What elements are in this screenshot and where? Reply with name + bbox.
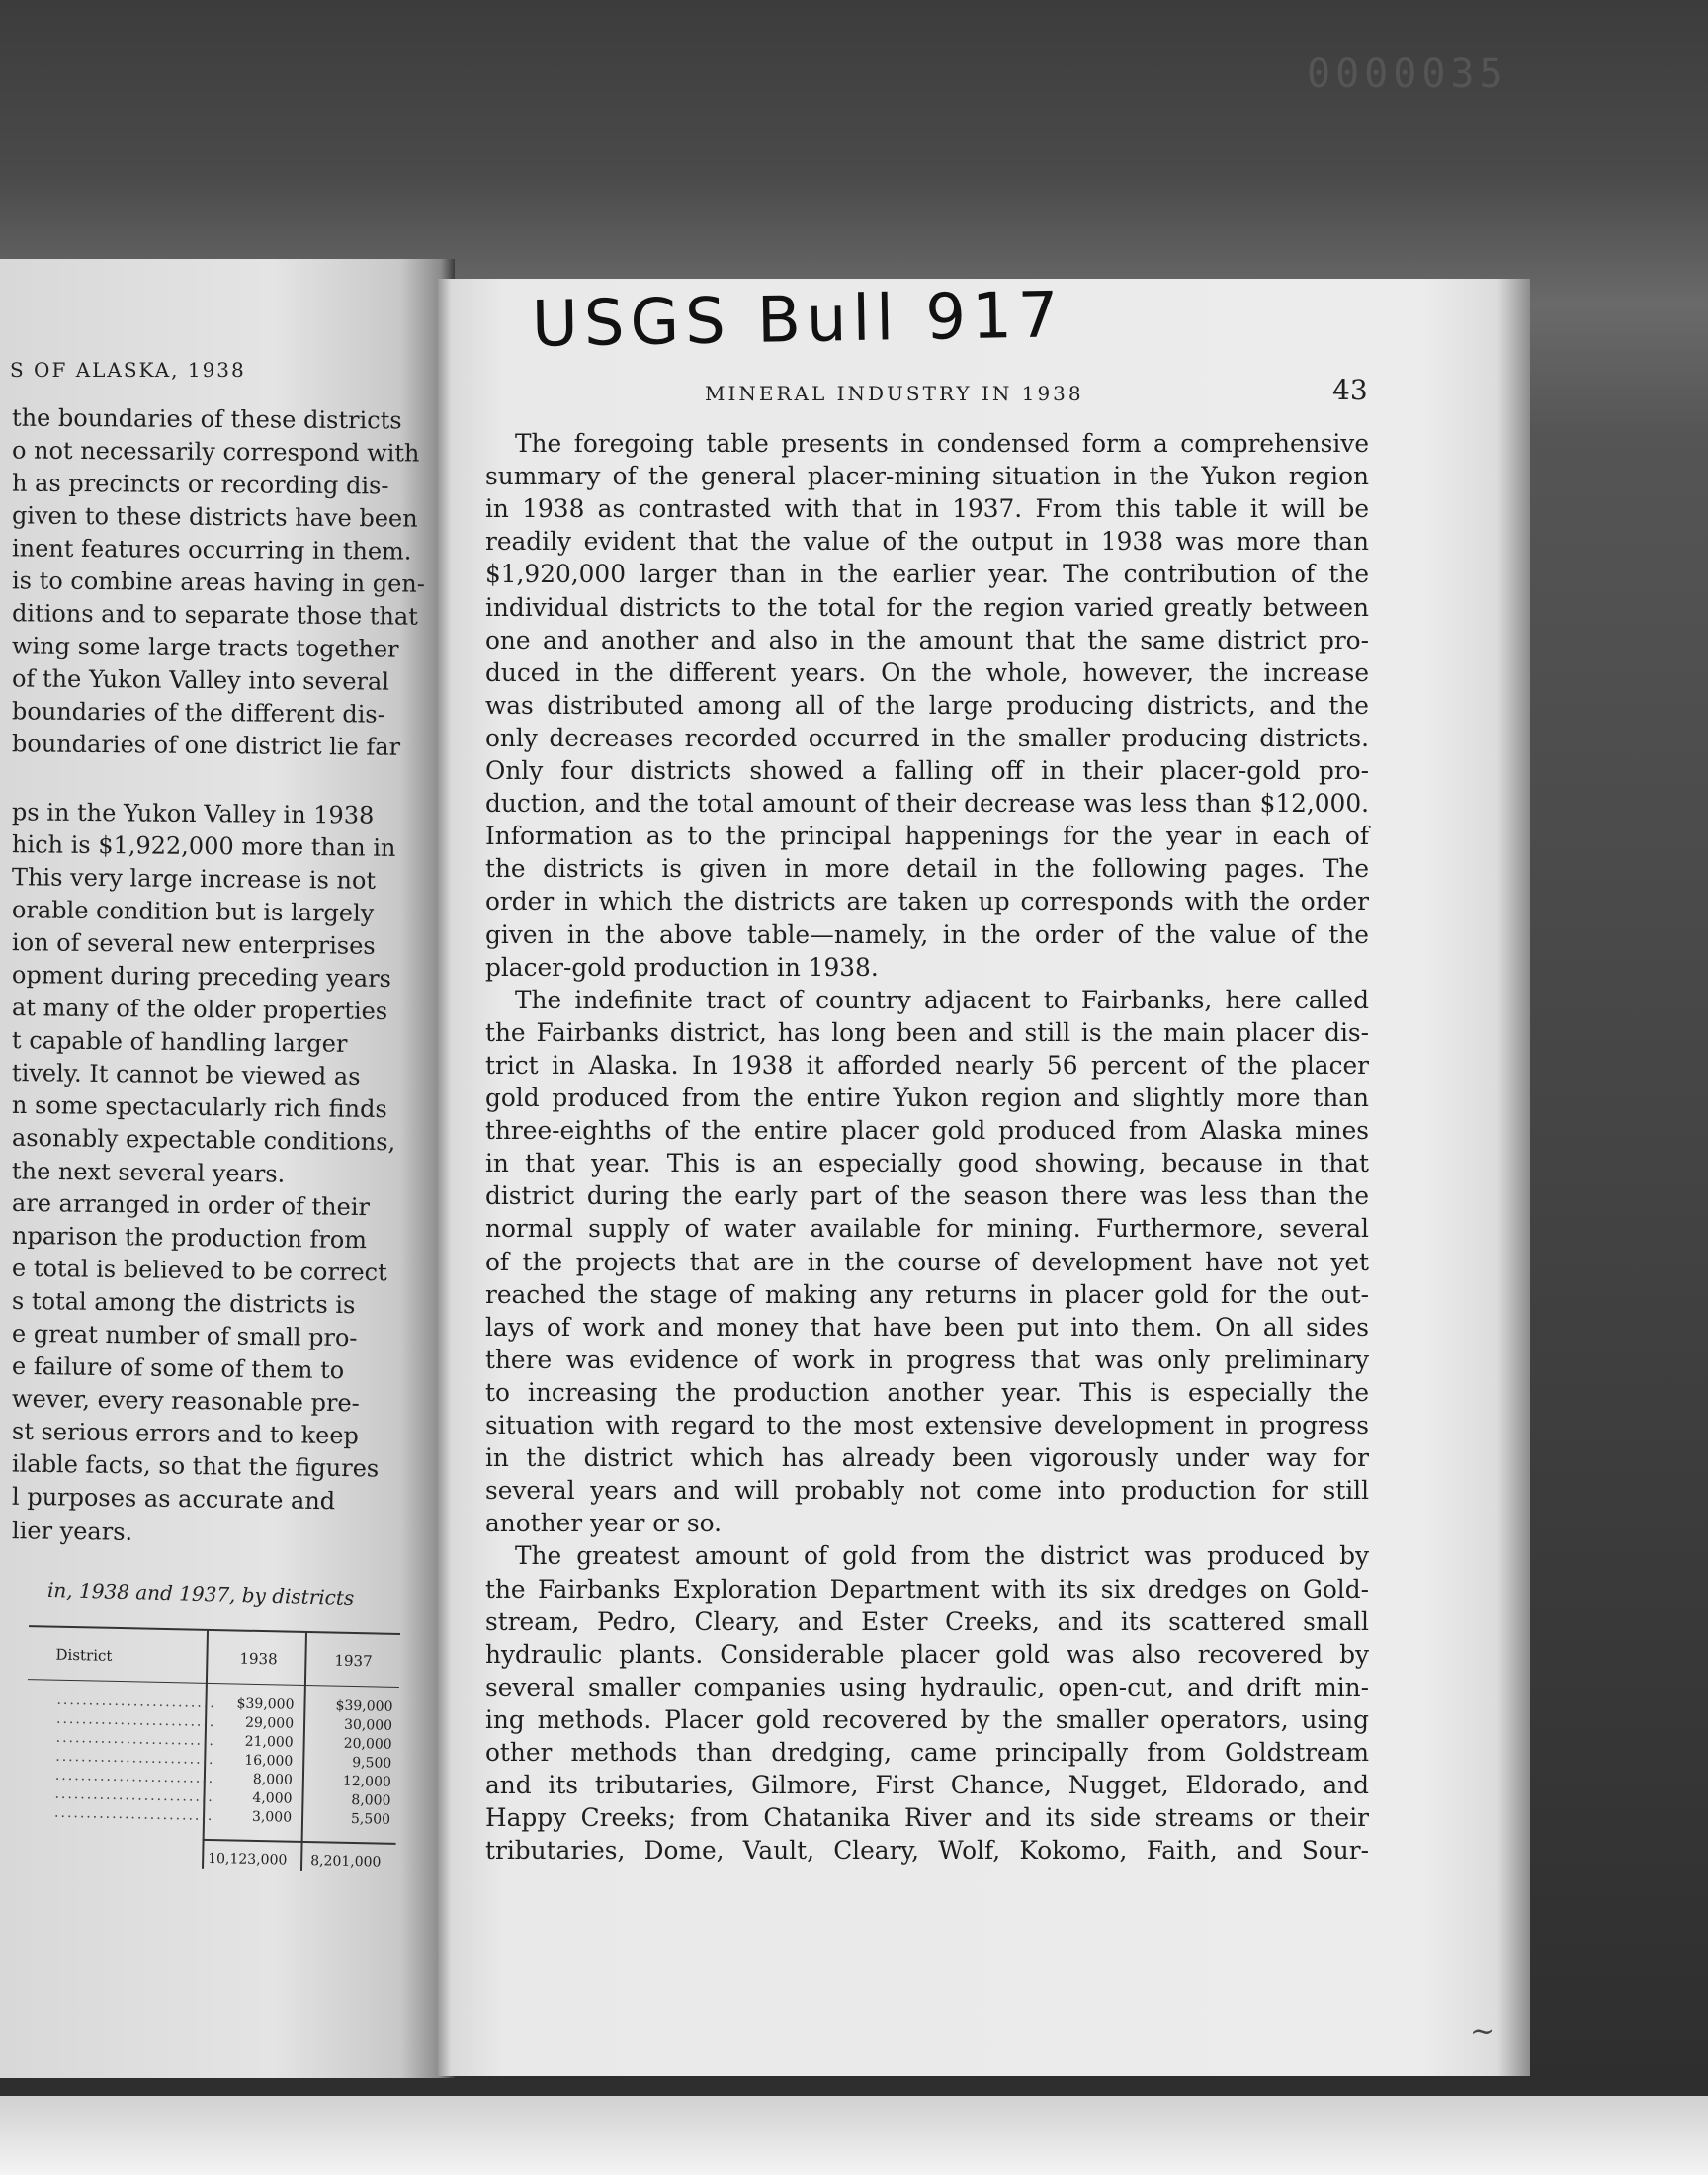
cell-1937: 9,500	[352, 1754, 392, 1772]
body-text-line: the districts is given in more detail in the following pages. The	[485, 854, 1369, 884]
cell-1937: 5,500	[350, 1810, 391, 1828]
body-text-line: several smaller companies using hydraulic, open-cut, and drift min-	[485, 1672, 1369, 1701]
left-text-line: e great number of small pro-	[11, 1319, 358, 1352]
serial-number: 0000035	[1307, 51, 1508, 97]
cell-1938: 4,000	[252, 1789, 293, 1807]
left-text-line: boundaries of the different dis-	[11, 697, 385, 729]
column-1938	[213, 1695, 295, 1828]
body-text-line: another year or so.	[485, 1509, 722, 1538]
table-caption: in, 1938 and 1937, by districts	[46, 1577, 355, 1610]
body-text-line: The greatest amount of gold from the district was produced by	[515, 1541, 1369, 1571]
body-text-line: lays of work and money that have been put into them. On all sides	[485, 1312, 1369, 1342]
body-text-line: stream, Pedro, Cleary, and Ester Creeks, and its scattered small	[485, 1607, 1369, 1636]
body-text-line: $1,920,000 larger than in the earlier year. The contribution of the	[485, 560, 1369, 589]
body-text-line: reached the stage of making any returns in placer gold for the out-	[485, 1279, 1369, 1309]
body-text-line: in the district which has already been vigorously under way for	[485, 1443, 1369, 1473]
left-text-line: is to combine areas having in gen-	[11, 566, 426, 598]
left-text-line: the next several years.	[11, 1157, 286, 1188]
body-text-line: ing methods. Placer gold recovered by the smaller operators, using	[485, 1704, 1369, 1734]
left-text-line: ditions and to separate those that	[11, 599, 419, 631]
left-text-line: of the Yukon Valley into several	[11, 664, 390, 696]
body-text-line: the Fairbanks district, has long been and still is the main placer dis-	[485, 1017, 1369, 1047]
cell-1938: 3,000	[251, 1808, 293, 1826]
left-text-line: asonably expectable conditions,	[11, 1123, 396, 1157]
left-page	[0, 259, 455, 2078]
body-text-line: to increasing the production another year. This is especially the	[485, 1377, 1369, 1407]
cell-1937: $39,000	[335, 1697, 393, 1715]
body-text-line: trict in Alaska. In 1938 it afforded nearly 56 percent of the placer	[485, 1050, 1369, 1080]
total-rule	[203, 1839, 396, 1845]
running-head: MINERAL INDUSTRY IN 1938	[705, 382, 1084, 405]
handwritten-note: USGS Bull 917	[531, 279, 1066, 362]
body-text-line: The foregoing table presents in condensed form a comprehensive	[515, 429, 1369, 458]
body-text-line: duced in the different years. On the whole, however, the increase	[485, 657, 1369, 687]
body-text-line: order in which the districts are taken up corresponds with the order	[485, 887, 1369, 916]
body-text-line: the Fairbanks Exploration Department with its six dredges on Gold-	[485, 1574, 1369, 1604]
left-running-head: S OF ALASKA, 1938	[10, 358, 246, 382]
left-text-line: boundaries of one district lie far	[11, 730, 401, 761]
total-1938: 10,123,000	[208, 1850, 288, 1869]
cell-1938: 29,000	[244, 1714, 295, 1732]
body-text-line: district during the early part of the season there was less than the	[485, 1181, 1369, 1211]
cell-1937: 30,000	[343, 1716, 393, 1734]
body-text-line: The indefinite tract of country adjacent to Fairbanks, here called	[515, 985, 1369, 1014]
body-text-line: there was evidence of work in progress that was only preliminary	[485, 1345, 1369, 1374]
left-text-line: orable condition but is largely	[11, 896, 375, 927]
left-text-line: e failure of some of them to	[11, 1351, 345, 1385]
left-text-line: nparison the production from	[11, 1221, 368, 1255]
left-text-line: h as precincts or recording dis-	[11, 469, 389, 500]
body-text-line: in that year. This is an especially good showing, because in that	[485, 1149, 1369, 1178]
body-text-line: one and another and also in the amount that the same district pro-	[485, 625, 1369, 654]
header-1938: 1938	[239, 1649, 278, 1669]
left-text-line: ion of several new enterprises	[11, 928, 376, 960]
pencil-mark: ~	[1470, 2014, 1495, 2048]
table-header-row	[28, 1627, 400, 1688]
body-text-line: three-eighths of the entire placer gold produced from Alaska mines	[485, 1116, 1369, 1146]
body-text-line: hydraulic plants. Considerable placer gold was also recovered by	[485, 1639, 1369, 1669]
column-1937	[311, 1696, 393, 1830]
left-text-line: at many of the older properties	[11, 993, 388, 1026]
left-text-line: l purposes as accurate and	[11, 1482, 336, 1516]
left-text-line: st serious errors and to keep	[11, 1417, 360, 1450]
left-text-line: lier years.	[11, 1517, 133, 1546]
page-number: 43	[1332, 374, 1368, 406]
cell-1938: $39,000	[236, 1696, 295, 1713]
body-text-line: given in the above table—namely, in the order of the value of the	[485, 919, 1369, 949]
body-text-line: other methods than dredging, came principally from Goldstream	[485, 1738, 1369, 1767]
body-text-line: only decreases recorded occurred in the smaller producing districts.	[485, 723, 1369, 752]
body-text-line: individual districts to the total for the region varied greatly between	[485, 592, 1369, 622]
body-text-line: in 1938 as contrasted with that in 1937. From this table it will be	[485, 494, 1369, 524]
production-table	[23, 1625, 400, 1922]
body-text-line: of the projects that are in the course of development have not yet	[485, 1247, 1369, 1276]
left-text-line: wing some large tracts together	[11, 632, 399, 663]
body-text-line: and its tributaries, Gilmore, First Chance, Nugget, Eldorado, and	[485, 1771, 1369, 1800]
left-text-line: n some spectacularly rich finds	[11, 1090, 387, 1124]
left-text-line: inent features occurring in them.	[11, 534, 412, 566]
left-text-line: ps in the Yukon Valley in 1938	[11, 798, 375, 829]
left-text-line: the boundaries of these districts	[11, 403, 402, 435]
cell-1938: 16,000	[244, 1752, 294, 1770]
cell-1938: 8,000	[252, 1771, 294, 1788]
body-text-line: readily evident that the value of the output in 1938 was more than	[485, 527, 1369, 557]
left-text-line: are arranged in order of their	[11, 1188, 371, 1222]
left-text-line: hich is $1,922,000 more than in	[11, 830, 396, 862]
left-text-line: opment during preceding years	[11, 961, 392, 993]
body-text-line: Only four districts showed a falling off in their placer-gold pro-	[485, 756, 1369, 785]
body-text-line: Information as to the principal happenings for the year in each of	[485, 822, 1369, 851]
cell-1937: 8,000	[351, 1791, 391, 1809]
body-text-line: gold produced from the entire Yukon region and slightly more than	[485, 1084, 1369, 1112]
right-page	[438, 279, 1530, 2076]
body-text-line: Happy Creeks; from Chatanika River and its side streams or their	[485, 1803, 1369, 1833]
header-1937: 1937	[334, 1651, 373, 1671]
cell-1938: 21,000	[244, 1733, 294, 1751]
left-text-line: given to these districts have been	[11, 501, 418, 533]
body-text-line: duction, and the total amount of their decrease was less than $12,000.	[485, 789, 1369, 819]
left-text-line: ilable facts, so that the figures	[11, 1449, 380, 1483]
body-text-line: normal supply of water available for mining. Furthermore, several	[485, 1214, 1369, 1244]
left-text-line: e total is believed to be correct	[11, 1254, 387, 1287]
cell-1937: 20,000	[343, 1735, 392, 1753]
header-district: District	[55, 1645, 113, 1665]
district-leaders: ......................... ......................... ......................... ......................... ......................... ......................... .........................	[53, 1692, 216, 1825]
body-text-line: several years and will probably not come into production for still	[485, 1476, 1369, 1506]
body-text-line: tributaries, Dome, Vault, Cleary, Wolf, Kokomo, Faith, and Sour-	[485, 1836, 1369, 1866]
body-text-line: summary of the general placer-mining situation in the Yukon region	[485, 462, 1369, 491]
body-text-line: placer-gold production in 1938.	[485, 952, 879, 982]
body-text-line: situation with regard to the most extensive development in progress	[485, 1411, 1369, 1439]
left-text-line: tively. It cannot be viewed as	[11, 1059, 361, 1090]
body-text-line: was distributed among all of the large producing districts, and the	[485, 690, 1369, 720]
total-1937: 8,201,000	[310, 1853, 382, 1870]
left-text-line: t capable of handling larger	[11, 1026, 348, 1058]
left-text-line: o not necessarily correspond with	[11, 436, 420, 468]
left-text-line: This very large increase is not	[11, 863, 377, 895]
left-text-line: s total among the districts is	[11, 1286, 356, 1320]
left-text-line: wever, every reasonable pre-	[11, 1384, 360, 1418]
cell-1937: 12,000	[342, 1773, 392, 1790]
